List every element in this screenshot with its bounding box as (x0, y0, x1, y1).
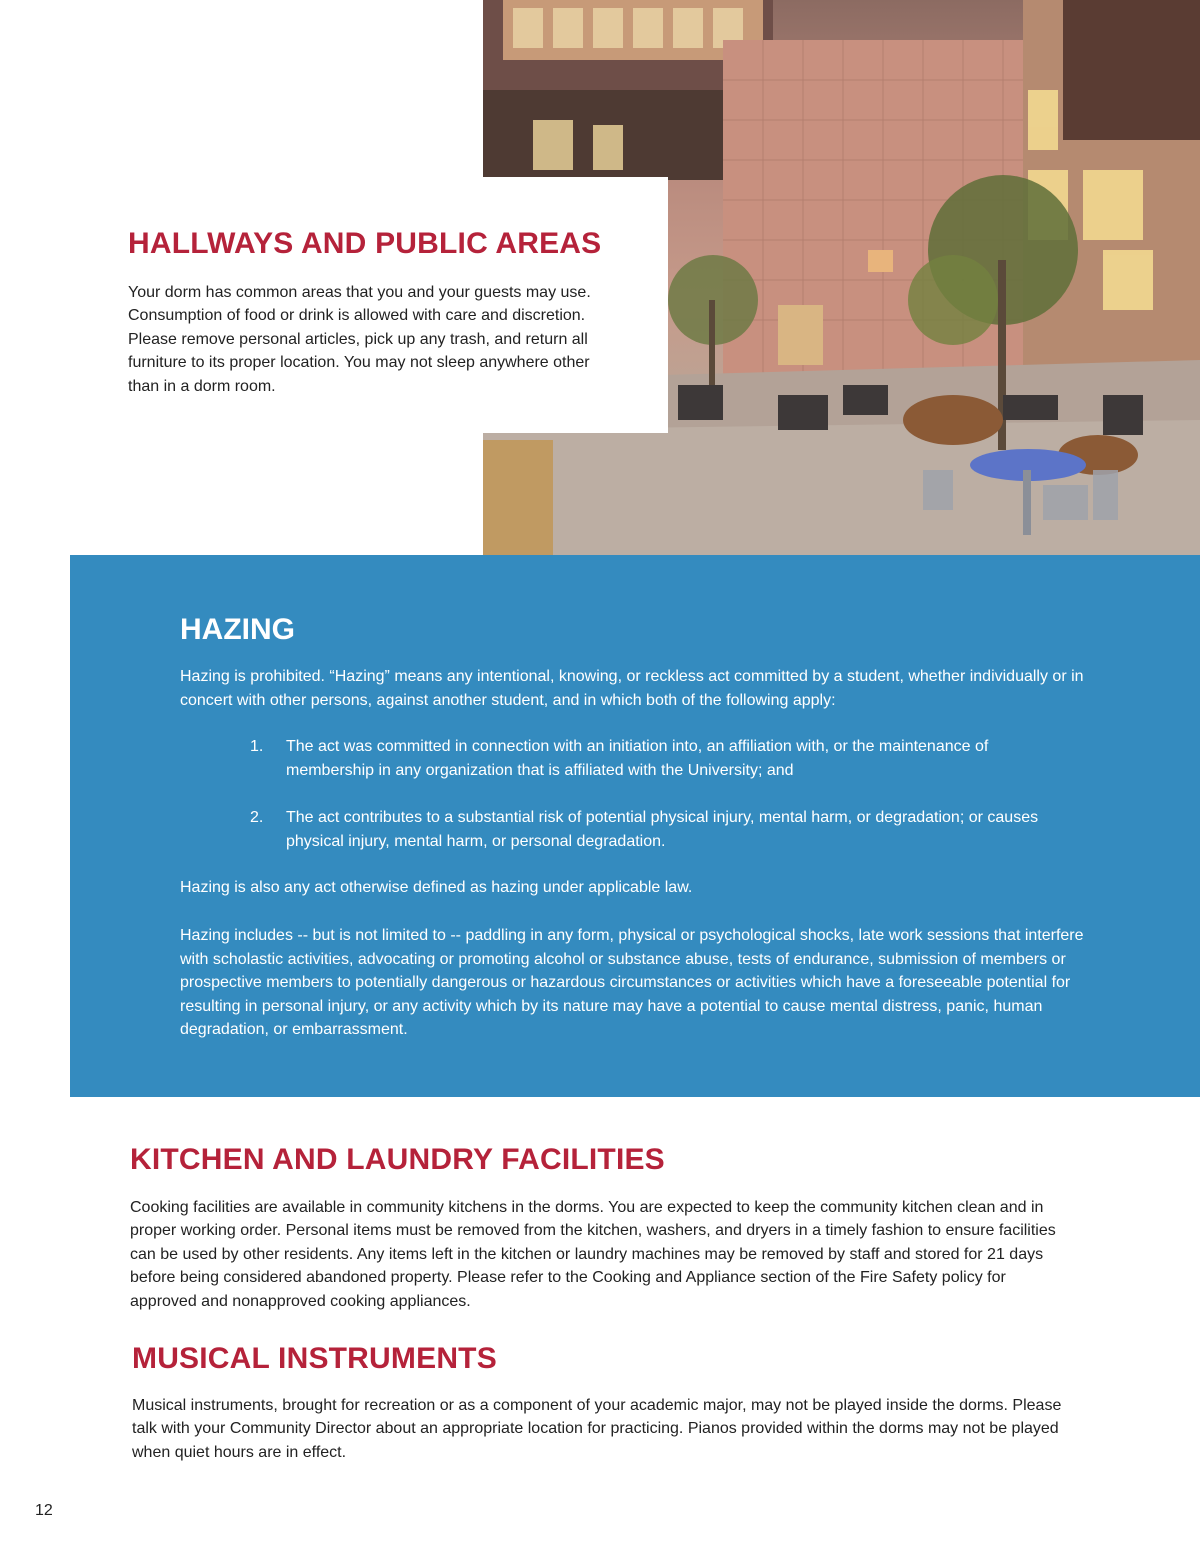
list-number: 1. (250, 738, 264, 755)
hazing-intro-text: Hazing is prohibited. “Hazing” means any intentional, knowing, or reckless act committed by a student, whether individually or in concert with other persons, against another student, and in which both of the following apply: (180, 668, 1084, 709)
list-number: 2. (250, 809, 264, 826)
music-heading: MUSICAL INSTRUMENTS (132, 1342, 497, 1375)
page-number: 12 (35, 1502, 53, 1519)
kitchen-heading: KITCHEN AND LAUNDRY FACILITIES (130, 1143, 665, 1176)
hallways-body-text: Your dorm has common areas that you and your guests may use. Consumption of food or drink is allowed with care and discretion. Please remove personal articles, pick up any trash, and return all furniture to its proper location. You may not sleep anywhere other than in a dorm room. (128, 284, 591, 395)
hazing-list-item (250, 806, 1050, 853)
hazing-list-item (250, 735, 1050, 782)
hazing-also-text: Hazing is also any act otherwise defined as hazing under applicable law. (180, 879, 693, 896)
hazing-includes-text: Hazing includes -- but is not limited to -- paddling in any form, physical or psychological shocks, late work sessions that interfere with scholastic activities, advocating or promoting alcohol or substance abuse, tests of endurance, submission of members or prospective members to potentially dangerous or hazardous circumstances or activities which have a foreseeable potential for resulting in personal injury, or any activity which by its nature may have a potential to cause mental distress, panic, human degradation, or embarrassment. (180, 927, 1084, 1038)
hazing-heading: HAZING (180, 613, 295, 646)
kitchen-body-text: Cooking facilities are available in community kitchens in the dorms. You are expected to keep the community kitchen clean and in proper working order. Personal items must be removed from the kitchen, washers, and dryers in a timely fashion to ensure facilities can be used by other residents. Any items left in the kitchen or laundry machines may be removed by staff and stored for 21 days before being considered abandoned property. Please refer to the Cooking and Appliance section of the Fire Safety policy for approved and nonapproved cooking appliances. (130, 1199, 1056, 1310)
hallways-heading: HALLWAYS AND PUBLIC AREAS (128, 227, 602, 260)
list-item-text: The act contributes to a substantial risk of potential physical injury, mental harm, or degradation; or causes physical injury, mental harm, or personal degradation. (286, 809, 1039, 850)
list-item-text: The act was committed in connection with an initiation into, an affiliation with, or the maintenance of membership in any organization that is affiliated with the University; and (286, 738, 989, 779)
music-body-text: Musical instruments, brought for recreation or as a component of your academic major, may not be played inside the dorms. Please talk with your Community Director about an appropriate location for practicing. Pianos provided within the dorms may not be played when quiet hours are in effect. (132, 1397, 1062, 1461)
